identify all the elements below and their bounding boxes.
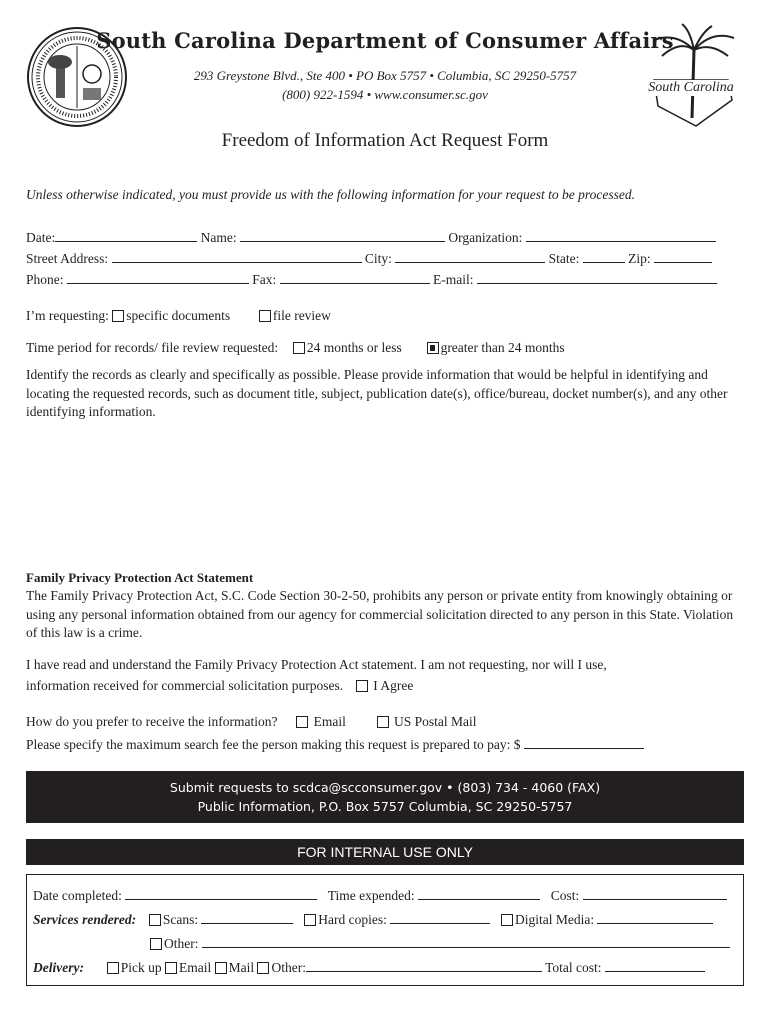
i-agree-label: I Agree — [373, 678, 414, 693]
contact-row-3 — [26, 270, 717, 288]
privacy-heading: Family Privacy Protection Act Statement — [26, 570, 254, 585]
form-title: Freedom of Information Act Request Form — [221, 130, 549, 151]
24-months-or-less-label: 24 months or less — [306, 340, 402, 355]
cost-field[interactable] — [583, 886, 727, 900]
agency-address: 293 Greystone Blvd., Ste 400 • PO Box 5757 • Columbia, SC 29250-5757 — [193, 68, 577, 83]
fee-label: Please specify the maximum search fee the person making this request is prepared to pay: $ — [26, 737, 521, 752]
privacy-statement: The Family Privacy Protection Act, S.C. Code Section 30-2-50, prohibits any person or private entity from knowingly obtaining or using any personal information obtained from our agency for commercial solicitation directed to any person in this State. Violation of this law is a crime. — [26, 588, 734, 640]
internal-other-checkbox[interactable] — [257, 962, 269, 974]
agency-contact: (800) 922-1594 • www.consumer.sc.gov — [282, 87, 488, 102]
state-field[interactable] — [583, 249, 625, 263]
logo-text: South Carolina — [638, 80, 744, 96]
other-service-field[interactable] — [202, 934, 730, 948]
privacy-ack-line2: information received for commercial solicitation purposes. — [26, 678, 344, 693]
internal-other-label: Other: — [271, 960, 306, 975]
instructions: Unless otherwise indicated, you must provide us with the following information for your request to be processed. — [26, 187, 635, 202]
records-description-area[interactable] — [26, 424, 744, 564]
date-label: Date: — [26, 230, 56, 245]
requesting-label: I’m requesting: — [26, 308, 109, 323]
street-field[interactable] — [112, 249, 362, 263]
other-service-checkbox[interactable] — [150, 938, 162, 950]
specific-documents-label: specific documents — [126, 308, 231, 323]
submit-line-1: Submit requests to scdca@scconsumer.gov • (803) 734 - 4060 (FAX) — [169, 780, 601, 795]
delivery-preference-row — [26, 713, 477, 731]
hard-copies-checkbox[interactable] — [304, 914, 316, 926]
submit-line-2: Public Information, P.O. Box 5757 Columbia, SC 29250-5757 — [197, 799, 573, 814]
scans-checkbox[interactable] — [149, 914, 161, 926]
date-completed-field[interactable] — [125, 886, 317, 900]
time-expended-field[interactable] — [418, 886, 540, 900]
email-field[interactable] — [477, 270, 717, 284]
internal-row-2 — [33, 910, 713, 928]
time-period-row — [26, 339, 565, 357]
contact-row-1 — [26, 228, 716, 246]
internal-use-header: FOR INTERNAL USE ONLY — [26, 839, 744, 865]
digital-media-field[interactable] — [597, 910, 713, 924]
email-delivery-checkbox[interactable] — [296, 716, 308, 728]
postal-mail-label: US Postal Mail — [394, 714, 477, 729]
requesting-row — [26, 307, 331, 325]
hard-copies-field[interactable] — [390, 910, 490, 924]
zip-label: Zip: — [628, 251, 651, 266]
internal-row-4 — [33, 958, 705, 976]
services-rendered-label: Services rendered: — [33, 912, 137, 927]
24-months-or-less-checkbox[interactable] — [293, 342, 305, 354]
name-label: Name: — [200, 230, 237, 245]
postal-mail-checkbox[interactable] — [377, 716, 389, 728]
palmetto-logo-icon — [636, 22, 744, 132]
internal-row-3 — [150, 934, 730, 952]
scans-label: Scans: — [162, 912, 199, 927]
email-label: E-mail: — [433, 272, 474, 287]
scans-field[interactable] — [201, 910, 293, 924]
fax-label: Fax: — [252, 272, 277, 287]
internal-mail-label: Mail — [228, 960, 255, 975]
south-carolina-logo — [636, 22, 744, 132]
organization-field[interactable] — [526, 228, 716, 242]
internal-other-field[interactable] — [306, 958, 542, 972]
i-agree-checkbox[interactable] — [356, 680, 368, 692]
other-service-label: Other: — [164, 936, 199, 951]
city-label: City: — [364, 251, 392, 266]
greater-than-24-months-checkbox[interactable] — [427, 342, 439, 354]
file-review-checkbox[interactable] — [259, 310, 271, 322]
digital-media-checkbox[interactable] — [501, 914, 513, 926]
internal-email-checkbox[interactable] — [165, 962, 177, 974]
delivery-label: Delivery: — [33, 960, 84, 975]
date-completed-label: Date completed: — [33, 888, 122, 903]
file-review-label: file review — [272, 308, 331, 323]
privacy-ack-row — [26, 677, 413, 695]
phone-field[interactable] — [67, 270, 249, 284]
delivery-preference-label: How do you prefer to receive the information? — [26, 714, 278, 729]
time-expended-label: Time expended: — [327, 888, 415, 903]
hard-copies-label: Hard copies: — [318, 912, 387, 927]
internal-email-label: Email — [178, 960, 212, 975]
fee-row — [26, 735, 644, 753]
fax-field[interactable] — [280, 270, 430, 284]
zip-field[interactable] — [654, 249, 712, 263]
pickup-checkbox[interactable] — [107, 962, 119, 974]
internal-mail-checkbox[interactable] — [215, 962, 227, 974]
street-label: Street Address: — [26, 251, 109, 266]
state-label: State: — [548, 251, 580, 266]
digital-media-label: Digital Media: — [514, 912, 595, 927]
phone-label: Phone: — [26, 272, 64, 287]
max-fee-field[interactable] — [524, 735, 644, 749]
contact-row-2 — [26, 249, 712, 267]
pickup-label: Pick up — [120, 960, 162, 975]
identify-records-text: Identify the records as clearly and specifically as possible. Please provide information that would be helpful in identifying and locating the requested records, such as document title, subject, publication date(s), office/bureau, docket number(s), and any other identifying information. — [26, 367, 728, 419]
greater-than-24-months-label: greater than 24 months — [440, 340, 565, 355]
time-period-label: Time period for records/ file review requested: — [26, 340, 279, 355]
date-field[interactable] — [55, 228, 197, 242]
privacy-ack-line1: I have read and understand the Family Privacy Protection Act statement. I am not requesting, nor will I use, — [26, 657, 607, 672]
submit-info-bar — [26, 771, 744, 823]
internal-row-1 — [33, 886, 727, 904]
name-field[interactable] — [240, 228, 445, 242]
total-cost-field[interactable] — [605, 958, 705, 972]
total-cost-label: Total cost: — [545, 960, 602, 975]
city-field[interactable] — [395, 249, 545, 263]
cost-label: Cost: — [550, 888, 580, 903]
specific-documents-checkbox[interactable] — [112, 310, 124, 322]
email-delivery-label: Email — [313, 714, 346, 729]
organization-label: Organization: — [448, 230, 523, 245]
agency-name: South Carolina Department of Consumer Affairs — [96, 28, 674, 53]
